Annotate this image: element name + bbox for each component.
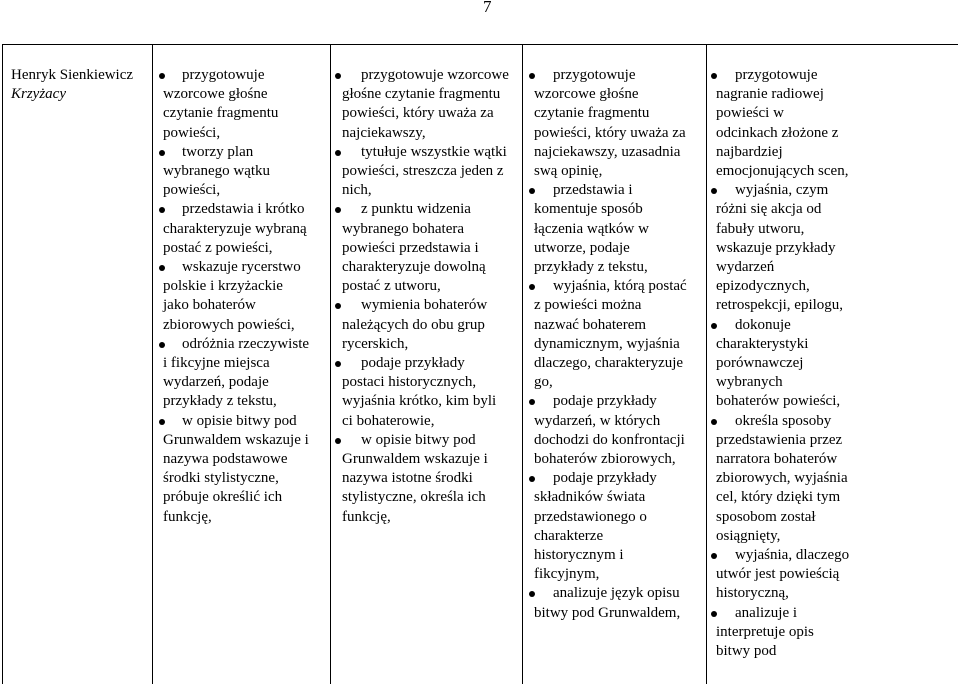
list-item-line: przedstawienia przez	[716, 431, 843, 448]
list-item-line: odcinkach złożone z	[716, 124, 839, 141]
list-item	[534, 181, 704, 277]
list-item	[716, 181, 957, 315]
list-item-line: wybranego wątku	[163, 163, 271, 180]
list-item-line: nazywa podstawowe	[163, 451, 288, 468]
list-item-line: określa sposoby	[735, 412, 832, 429]
list-item-line: wzorcowe głośne	[534, 86, 639, 103]
list-item	[163, 200, 328, 258]
list-item-line: analizuje język opisu	[553, 585, 680, 602]
list-item-line: sposobom został	[716, 508, 816, 525]
list-item	[534, 277, 704, 392]
list-item-line: go,	[534, 374, 553, 391]
requirements-column-2	[331, 45, 523, 684]
list-item-line: Grunwaldem wskazuje i	[163, 431, 309, 448]
list-item	[716, 66, 957, 181]
list-item-line: tworzy plan	[182, 143, 254, 160]
list-item-line: postaci historycznych,	[342, 374, 477, 391]
list-item-line: przygotowuje wzorcowe	[361, 67, 509, 83]
list-item	[342, 431, 520, 527]
list-item-line: rycerskich,	[342, 335, 409, 352]
bullet-icon	[335, 207, 341, 213]
list-item-line: wydarzeń, podaje	[163, 374, 269, 391]
list-item-line: charakteryzuje dowolną	[342, 259, 486, 276]
list-item-line: osiągnięty,	[716, 527, 781, 544]
list-item-line: składników świata	[534, 489, 646, 506]
list-item	[163, 258, 328, 335]
list-item	[342, 143, 520, 201]
list-item-line: utworze, podaje	[534, 239, 630, 256]
list-item-line: dynamicznym, wyjaśnia	[534, 335, 680, 352]
list-item-line: środki stylistyczne,	[163, 470, 279, 487]
list-item-line: powieści, który uważa za	[534, 124, 686, 141]
list-item-line: głośne czytanie fragmentu	[342, 86, 501, 103]
list-item	[342, 296, 520, 354]
requirements-column-1	[153, 45, 331, 684]
list-item-line: fabuły utworu,	[716, 220, 805, 237]
list-item-line: z punktu widzenia	[361, 201, 471, 218]
list-item-line: przygotowuje	[735, 67, 818, 83]
list-item-line: charakterystyki	[716, 335, 809, 352]
list-item-line: podaje przykłady	[361, 355, 465, 372]
list-item-line: historycznym i	[534, 547, 624, 564]
list-item	[534, 66, 704, 181]
list-item-line: utwór jest powieścią	[716, 566, 840, 583]
list-item-line: przedstawionego o	[534, 508, 647, 525]
list-item-line: należących do obu grup	[342, 316, 485, 333]
list-item-line: postać z utworu,	[342, 278, 441, 295]
list-item-line: retrospekcji, epilogu,	[716, 297, 844, 314]
list-item	[534, 469, 704, 584]
list-item-line: swą opinię,	[534, 163, 603, 180]
list-item-line: nagranie radiowej	[716, 86, 824, 103]
bullet-icon	[335, 73, 341, 79]
list-item-line: polskie i krzyżackie	[163, 278, 283, 295]
list-item-line: porównawczej	[716, 355, 804, 372]
list-item-line: dlaczego, charakteryzuje	[534, 355, 684, 372]
list-item-line: najciekawszy, uzasadnia	[534, 143, 681, 160]
list-item-line: funkcję,	[342, 508, 391, 525]
requirements-table	[2, 44, 958, 684]
list-item-line: wydarzeń, w których	[534, 412, 661, 429]
list-item-line: nazwać bohaterem	[534, 316, 647, 333]
list-item-line: próbuje określić ich	[163, 489, 283, 506]
bullet-icon	[711, 419, 717, 425]
list-item-line: powieści,	[163, 124, 221, 141]
list-item	[534, 392, 704, 469]
list-item-line: analizuje i	[735, 604, 798, 621]
list-item-line: charakteryzuje wybraną	[163, 220, 307, 237]
requirements-column-4	[707, 45, 959, 684]
bullet-icon	[159, 265, 165, 271]
list-item-line: postać z powieści,	[163, 239, 273, 256]
list-item-line: w opisie bitwy pod	[182, 412, 297, 429]
work-column	[3, 45, 153, 684]
bullet-icon	[711, 73, 717, 79]
list-item-line: cel, który dzięki tym	[716, 489, 841, 506]
list-item	[716, 412, 957, 546]
list-item	[163, 335, 328, 412]
work-title: Krzyżacy	[11, 86, 66, 103]
list-item-line: odróżnia rzeczywiste	[182, 335, 310, 352]
list-item-line: przedstawia i krótko	[182, 201, 305, 218]
list-item-line: przedstawia i	[553, 182, 633, 199]
list-item-line: powieści przedstawia i	[342, 239, 479, 256]
list-item-line: nich,	[342, 182, 372, 199]
bullet-icon	[335, 361, 341, 367]
work-author: Henryk Sienkiewicz	[11, 67, 134, 83]
list-item-line: powieści,	[163, 182, 221, 199]
list-item-line: powieści w	[716, 105, 784, 122]
list-item	[716, 604, 957, 662]
list-item-line: podaje przykłady	[553, 470, 657, 487]
bullet-icon	[335, 303, 341, 309]
bullet-icon	[335, 150, 341, 156]
list-item-line: przykłady z tekstu,	[534, 259, 648, 276]
list-item-line: emocjonujących scen,	[716, 163, 849, 180]
list-item	[342, 200, 520, 296]
list-item-line: podaje przykłady	[553, 393, 657, 410]
list-item-line: dokonuje	[735, 316, 791, 333]
list-item-line: bitwy pod	[716, 643, 777, 660]
list-item	[342, 354, 520, 431]
list-item-line: wyjaśnia, którą postać	[553, 278, 687, 295]
bullet-icon	[159, 342, 165, 348]
list-item-line: przygotowuje	[553, 67, 636, 83]
list-item-line: w opisie bitwy pod	[361, 431, 476, 448]
bullet-icon	[159, 150, 165, 156]
list-item-line: czytanie fragmentu	[534, 105, 650, 122]
list-item-line: wybranego bohatera	[342, 220, 465, 237]
list-item	[716, 546, 957, 604]
page-number: 7	[483, 0, 492, 16]
list-item-line: historyczną,	[716, 585, 789, 602]
list-item-line: i fikcyjne miejsca	[163, 355, 270, 372]
list-item-line: różni się akcja od	[716, 201, 822, 218]
list-item-line: przygotowuje	[182, 67, 265, 83]
list-item-line: najciekawszy,	[342, 124, 426, 141]
list-item-line: wyjaśnia, dlaczego	[735, 547, 850, 564]
list-item-line: wybranych	[716, 374, 783, 391]
list-item-line: powieści, streszcza jeden z	[342, 163, 504, 180]
list-item-line: charakterze	[534, 527, 604, 544]
list-item	[716, 316, 957, 412]
list-item-line: fikcyjnym,	[534, 566, 600, 583]
bullet-icon	[159, 73, 165, 79]
list-item-line: Grunwaldem wskazuje i	[342, 451, 488, 468]
list-item-line: funkcję,	[163, 508, 212, 525]
list-item-line: czytanie fragmentu	[163, 105, 279, 122]
list-item-line: wymienia bohaterów	[361, 297, 488, 314]
list-item-line: powieści, który uważa za	[342, 105, 494, 122]
bullet-icon	[711, 323, 717, 329]
list-item-line: ci bohaterowie,	[342, 412, 435, 429]
list-item-line: narratora bohaterów	[716, 451, 838, 468]
list-item-line: bohaterów powieści,	[716, 393, 841, 410]
list-item-line: zbiorowych powieści,	[163, 316, 295, 333]
bullet-icon	[159, 419, 165, 425]
list-item-line: tytułuje wszystkie wątki	[361, 143, 507, 160]
list-item	[534, 584, 704, 622]
list-item-line: z powieści można	[534, 297, 642, 314]
list-item-line: wyjaśnia krótko, kim byli	[342, 393, 497, 410]
list-item-line: interpretuje opis	[716, 623, 814, 640]
list-item	[163, 412, 328, 527]
list-item-line: łączenia wątków w	[534, 220, 649, 237]
list-item	[342, 66, 520, 143]
list-item-line: jako bohaterów	[163, 297, 256, 314]
list-item	[163, 143, 328, 201]
bullet-icon	[335, 438, 341, 444]
list-item-line: bitwy pod Grunwaldem,	[534, 604, 681, 621]
bullet-icon	[711, 611, 717, 617]
list-item-line: wskazuje przykłady	[716, 239, 836, 256]
list-item-line: wydarzeń	[716, 259, 775, 276]
list-item-line: bohaterów zbiorowych,	[534, 451, 676, 468]
requirements-column-3	[523, 45, 707, 684]
list-item-line: najbardziej	[716, 143, 783, 160]
list-item-line: dochodzi do konfrontacji	[534, 431, 685, 448]
list-item-line: wskazuje rycerstwo	[182, 259, 301, 276]
list-item-line: nazywa istotne środki	[342, 470, 473, 487]
list-item-line: komentuje sposób	[534, 201, 643, 218]
list-item-line: wzorcowe głośne	[163, 86, 268, 103]
list-item-line: epizodycznych,	[716, 278, 810, 295]
list-item-line: zbiorowych, wyjaśnia	[716, 470, 848, 487]
bullet-icon	[529, 73, 535, 79]
list-item-line: wyjaśnia, czym	[735, 182, 829, 199]
list-item	[163, 66, 328, 143]
list-item-line: stylistyczne, określa ich	[342, 489, 486, 506]
list-item-line: przykłady z tekstu,	[163, 393, 277, 410]
